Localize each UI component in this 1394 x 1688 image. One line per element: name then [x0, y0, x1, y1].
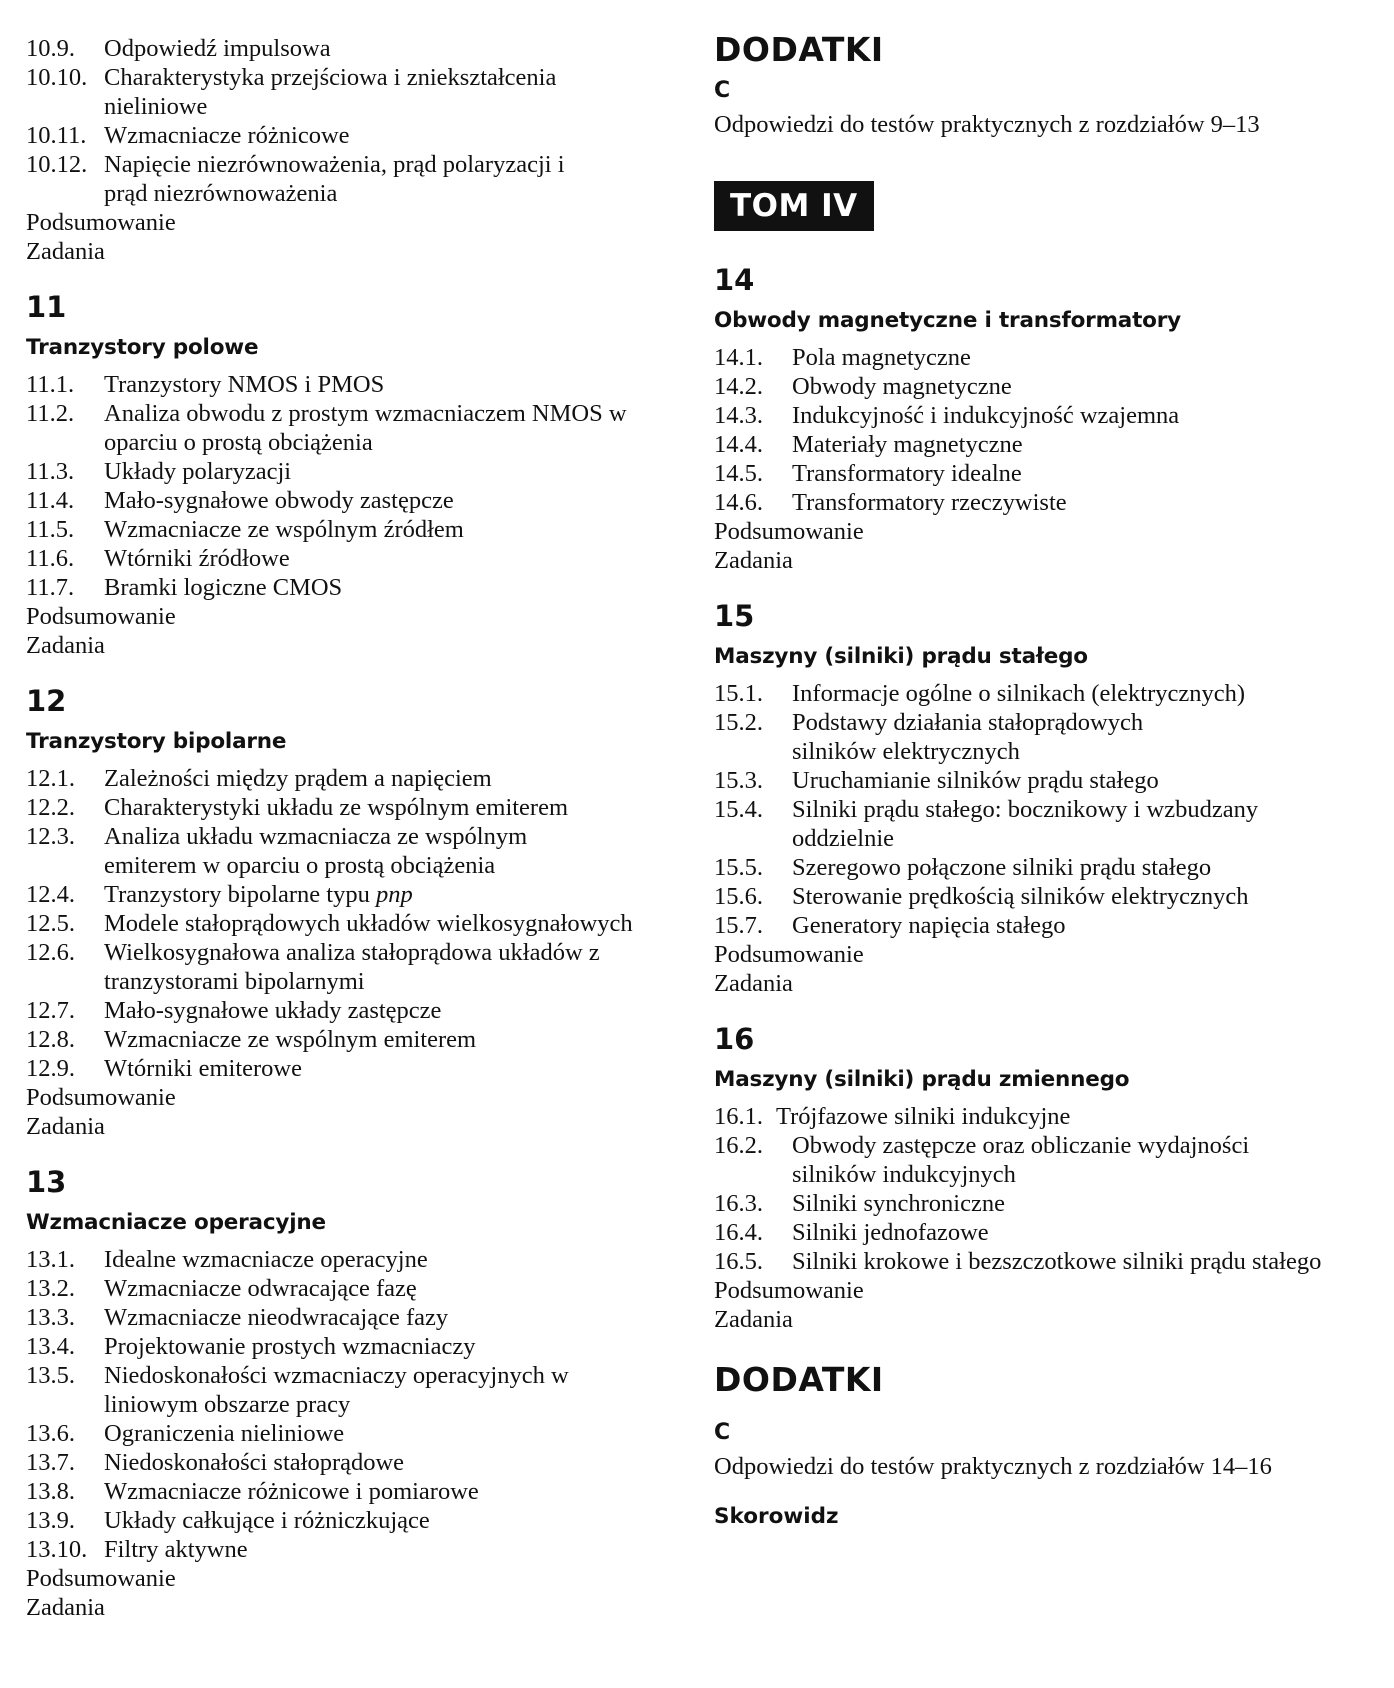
- section-title: Silniki krokowe i bezszczotkowe silniki prądu stałego: [792, 1248, 1322, 1275]
- section-number: 13.7.: [26, 1449, 75, 1476]
- toc-entry: [26, 793, 666, 822]
- section-title: Obwody zastępcze oraz obliczanie wydajności silników indukcyjnych: [792, 1132, 1250, 1188]
- section-number: 12.6.: [26, 939, 75, 966]
- toc-entry: [26, 996, 666, 1025]
- summary-link: Podsumowanie: [26, 1084, 176, 1111]
- section-title: Tranzystory NMOS i PMOS: [104, 371, 385, 398]
- toc-entry: [714, 1102, 1374, 1131]
- section-title: Układy całkujące i różniczkujące: [104, 1507, 430, 1534]
- section-number: 16.3.: [714, 1190, 763, 1217]
- section-number: 16.2.: [714, 1132, 763, 1159]
- section-number: 11.3.: [26, 458, 75, 485]
- section-title: Analiza układu wzmacniacza ze wspólnym emiterem w oparciu o prostą obciążenia: [104, 823, 528, 879]
- summary-link: Podsumowanie: [714, 941, 864, 968]
- section-title-text: Tranzystory bipolarne typu: [104, 881, 370, 908]
- chapter-number: 11: [26, 290, 67, 324]
- section-title: Niedoskonałości wzmacniaczy operacyjnych w liniowym obszarze pracy: [104, 1362, 569, 1418]
- section-title: Pola magnetyczne: [792, 344, 971, 371]
- problems-link: Zadania: [714, 1306, 793, 1333]
- section-title: Napięcie niezrównoważenia, prąd polaryzacji i prąd niezrównoważenia: [104, 151, 565, 207]
- appendix-letter: C: [714, 78, 731, 103]
- section-number: 14.4.: [714, 431, 763, 458]
- section-title: Idealne wzmacniacze operacyjne: [104, 1246, 428, 1273]
- toc-entry: [26, 1419, 666, 1448]
- section-number: 11.7.: [26, 574, 75, 601]
- section-number: 14.6.: [714, 489, 763, 516]
- summary-link: Podsumowanie: [26, 1565, 176, 1592]
- section-number: 13.2.: [26, 1275, 75, 1302]
- toc-entry: [26, 121, 666, 150]
- toc-entry: [714, 1189, 1374, 1218]
- chapter-title: Maszyny (silniki) prądu zmiennego: [714, 1067, 1130, 1092]
- section-title: Mało-sygnałowe obwody zastępcze: [104, 487, 454, 514]
- chapter-title: Tranzystory polowe: [26, 335, 259, 360]
- summary-link: Podsumowanie: [26, 603, 176, 630]
- toc-entry: [26, 457, 666, 486]
- section-number: 13.1.: [26, 1246, 75, 1273]
- chapter-number: 12: [26, 684, 67, 718]
- section-number: 16.4.: [714, 1219, 763, 1246]
- toc-entry: [26, 1535, 666, 1564]
- toc-entry: [714, 488, 1374, 517]
- toc-entry: [714, 882, 1374, 911]
- section-number: 14.1.: [714, 344, 763, 371]
- toc-entry: [26, 1274, 666, 1303]
- toc-entry: [714, 1218, 1374, 1247]
- chapter-title: Tranzystory bipolarne: [26, 729, 287, 754]
- section-title: Wzmacniacze ze wspólnym źródłem: [104, 516, 464, 543]
- section-number: 14.3.: [714, 402, 763, 429]
- section-title: Trójfazowe silniki indukcyjne: [776, 1103, 1071, 1130]
- section-number: 12.2.: [26, 794, 75, 821]
- section-title: Odpowiedź impulsowa: [104, 35, 331, 62]
- section-number: 15.6.: [714, 883, 763, 910]
- toc-entry: [26, 1245, 666, 1274]
- problems-link: Zadania: [26, 632, 105, 659]
- index-heading: Skorowidz: [714, 1504, 839, 1529]
- section-number: 10.11.: [26, 122, 87, 149]
- section-number: 13.6.: [26, 1420, 75, 1447]
- problems-link: Zadania: [26, 1594, 105, 1621]
- toc-entry: [26, 63, 666, 121]
- toc-entry: [26, 515, 666, 544]
- section-title: Uruchamianie silników prądu stałego: [792, 767, 1159, 794]
- section-number: 15.3.: [714, 767, 763, 794]
- toc-entry: [714, 853, 1374, 882]
- section-number: 13.4.: [26, 1333, 75, 1360]
- appendices-heading: DODATKI: [714, 30, 884, 69]
- section-number: 15.1.: [714, 680, 763, 707]
- section-number: 13.9.: [26, 1507, 75, 1534]
- section-title: Bramki logiczne CMOS: [104, 574, 343, 601]
- section-title: Wzmacniacze różnicowe: [104, 122, 350, 149]
- toc-entry: [26, 399, 666, 457]
- section-number: 12.7.: [26, 997, 75, 1024]
- section-number: 13.3.: [26, 1304, 75, 1331]
- toc-right-column: [714, 30, 1374, 1531]
- section-number: 14.2.: [714, 373, 763, 400]
- section-number: 12.4.: [26, 881, 75, 908]
- chapter-number: 16: [714, 1022, 755, 1056]
- toc-entry: [714, 1131, 1374, 1189]
- section-number: 11.1.: [26, 371, 75, 398]
- section-title: Indukcyjność i indukcyjność wzajemna: [792, 402, 1180, 429]
- chapter-title: Obwody magnetyczne i transformatory: [714, 308, 1181, 333]
- toc-entry: [26, 486, 666, 515]
- section-title: Niedoskonałości stałoprądowe: [104, 1449, 405, 1476]
- section-number: 16.1.: [714, 1103, 763, 1130]
- section-title: Wielkosygnałowa analiza stałoprądowa układów z tranzystorami bipolarnymi: [104, 939, 600, 995]
- toc-entry: [714, 372, 1374, 401]
- section-title-italic: pnp: [375, 881, 413, 908]
- section-title: Silniki prądu stałego: bocznikowy i wzbudzany oddzielnie: [792, 796, 1259, 852]
- problems-link: Zadania: [714, 547, 793, 574]
- chapter-number: 13: [26, 1165, 67, 1199]
- chapter-number: 15: [714, 599, 755, 633]
- section-number: 16.5.: [714, 1248, 763, 1275]
- toc-entry: [26, 1332, 666, 1361]
- section-number: 10.9.: [26, 35, 75, 62]
- section-title: Szeregowo połączone silniki prądu stałego: [792, 854, 1212, 881]
- section-title: Obwody magnetyczne: [792, 373, 1012, 400]
- section-title: Charakterystyki układu ze wspólnym emiterem: [104, 794, 569, 821]
- section-title: Transformatory rzeczywiste: [792, 489, 1067, 516]
- section-title: Ograniczenia nieliniowe: [104, 1420, 345, 1447]
- summary-link: Podsumowanie: [714, 518, 864, 545]
- chapter-title: Wzmacniacze operacyjne: [26, 1210, 326, 1235]
- toc-entry: [26, 1448, 666, 1477]
- appendix-title: Odpowiedzi do testów praktycznych z rozdziałów 9–13: [714, 111, 1260, 138]
- section-title: Sterowanie prędkością silników elektrycznych: [792, 883, 1249, 910]
- section-number: 12.9.: [26, 1055, 75, 1082]
- section-title: Projektowanie prostych wzmacniaczy: [104, 1333, 476, 1360]
- summary-link: Podsumowanie: [714, 1277, 864, 1304]
- chapter-title: Maszyny (silniki) prądu stałego: [714, 644, 1088, 669]
- toc-entry: [714, 795, 1374, 853]
- problems-link: Zadania: [26, 238, 105, 265]
- toc-entry: [26, 938, 666, 996]
- toc-entry: [26, 150, 666, 208]
- section-number: 12.5.: [26, 910, 75, 937]
- appendix-letter: C: [714, 1420, 731, 1445]
- section-title: Silniki synchroniczne: [792, 1190, 1005, 1217]
- section-number: 14.5.: [714, 460, 763, 487]
- section-number: 12.1.: [26, 765, 75, 792]
- section-title: Wzmacniacze odwracające fazę: [104, 1275, 417, 1302]
- section-title: Informacje ogólne o silnikach (elektrycznych): [792, 680, 1246, 707]
- toc-entry: [26, 370, 666, 399]
- section-number: 11.5.: [26, 516, 75, 543]
- section-title: Układy polaryzacji: [104, 458, 292, 485]
- section-number: 12.8.: [26, 1026, 75, 1053]
- toc-entry: [714, 401, 1374, 430]
- toc-entry: [714, 430, 1374, 459]
- summary-link: Podsumowanie: [26, 209, 176, 236]
- section-title: Charakterystyka przejściowa i zniekształcenia nieliniowe: [104, 64, 557, 120]
- chapter-number: 14: [714, 263, 755, 297]
- toc-entry: [26, 1303, 666, 1332]
- section-number: 15.4.: [714, 796, 763, 823]
- section-title: [104, 880, 666, 909]
- toc-entry: [26, 1054, 666, 1083]
- section-title: Wzmacniacze różnicowe i pomiarowe: [104, 1478, 479, 1505]
- section-number: 13.10.: [26, 1536, 88, 1563]
- section-title: Podstawy działania stałoprądowych silników elektrycznych: [792, 709, 1144, 765]
- section-title: Materiały magnetyczne: [792, 431, 1023, 458]
- toc-entry: [26, 544, 666, 573]
- section-title: Modele stałoprądowych układów wielkosygnałowych: [104, 910, 633, 937]
- section-title: Wtórniki źródłowe: [104, 545, 290, 572]
- section-number: 13.5.: [26, 1362, 75, 1389]
- section-title: Filtry aktywne: [104, 1536, 248, 1563]
- toc-entry: [26, 880, 666, 909]
- problems-link: Zadania: [26, 1113, 105, 1140]
- section-title: Wzmacniacze nieodwracające fazy: [104, 1304, 449, 1331]
- section-title: Zależności między prądem a napięciem: [104, 765, 492, 792]
- toc-entry: [714, 1247, 1374, 1276]
- section-title: Transformatory idealne: [792, 460, 1022, 487]
- section-number: 12.3.: [26, 823, 75, 850]
- section-title: Analiza obwodu z prostym wzmacniaczem NMOS w oparciu o prostą obciążenia: [104, 400, 627, 456]
- toc-entry: [26, 1361, 666, 1419]
- section-title: Mało-sygnałowe układy zastępcze: [104, 997, 442, 1024]
- toc-entry: [26, 909, 666, 938]
- section-number: 11.4.: [26, 487, 75, 514]
- section-number: 10.10.: [26, 64, 88, 91]
- section-number: 15.5.: [714, 854, 763, 881]
- toc-entry: [26, 1025, 666, 1054]
- section-title: Generatory napięcia stałego: [792, 912, 1066, 939]
- section-title: Silniki jednofazowe: [792, 1219, 989, 1246]
- section-number: 10.12.: [26, 151, 88, 178]
- appendices-heading: DODATKI: [714, 1360, 884, 1399]
- toc-entry: [714, 343, 1374, 372]
- toc-entry: [714, 459, 1374, 488]
- section-title: Wzmacniacze ze wspólnym emiterem: [104, 1026, 477, 1053]
- toc-entry: [26, 573, 666, 602]
- section-number: 15.7.: [714, 912, 763, 939]
- toc-entry: [714, 708, 1374, 766]
- toc-entry: [714, 766, 1374, 795]
- toc-entry: [714, 679, 1374, 708]
- toc-entry: [26, 34, 666, 63]
- toc-entry: [26, 1506, 666, 1535]
- section-number: 13.8.: [26, 1478, 75, 1505]
- section-number: 11.6.: [26, 545, 75, 572]
- section-number: 15.2.: [714, 709, 763, 736]
- toc-entry: [26, 822, 666, 880]
- toc-left-column: [26, 34, 666, 1622]
- problems-link: Zadania: [714, 970, 793, 997]
- toc-entry: [714, 911, 1374, 940]
- toc-entry: [26, 764, 666, 793]
- section-number: 11.2.: [26, 400, 75, 427]
- appendix-title: Odpowiedzi do testów praktycznych z rozdziałów 14–16: [714, 1453, 1272, 1480]
- volume-badge: TOM IV: [714, 181, 874, 231]
- section-title: Wtórniki emiterowe: [104, 1055, 302, 1082]
- toc-entry: [26, 1477, 666, 1506]
